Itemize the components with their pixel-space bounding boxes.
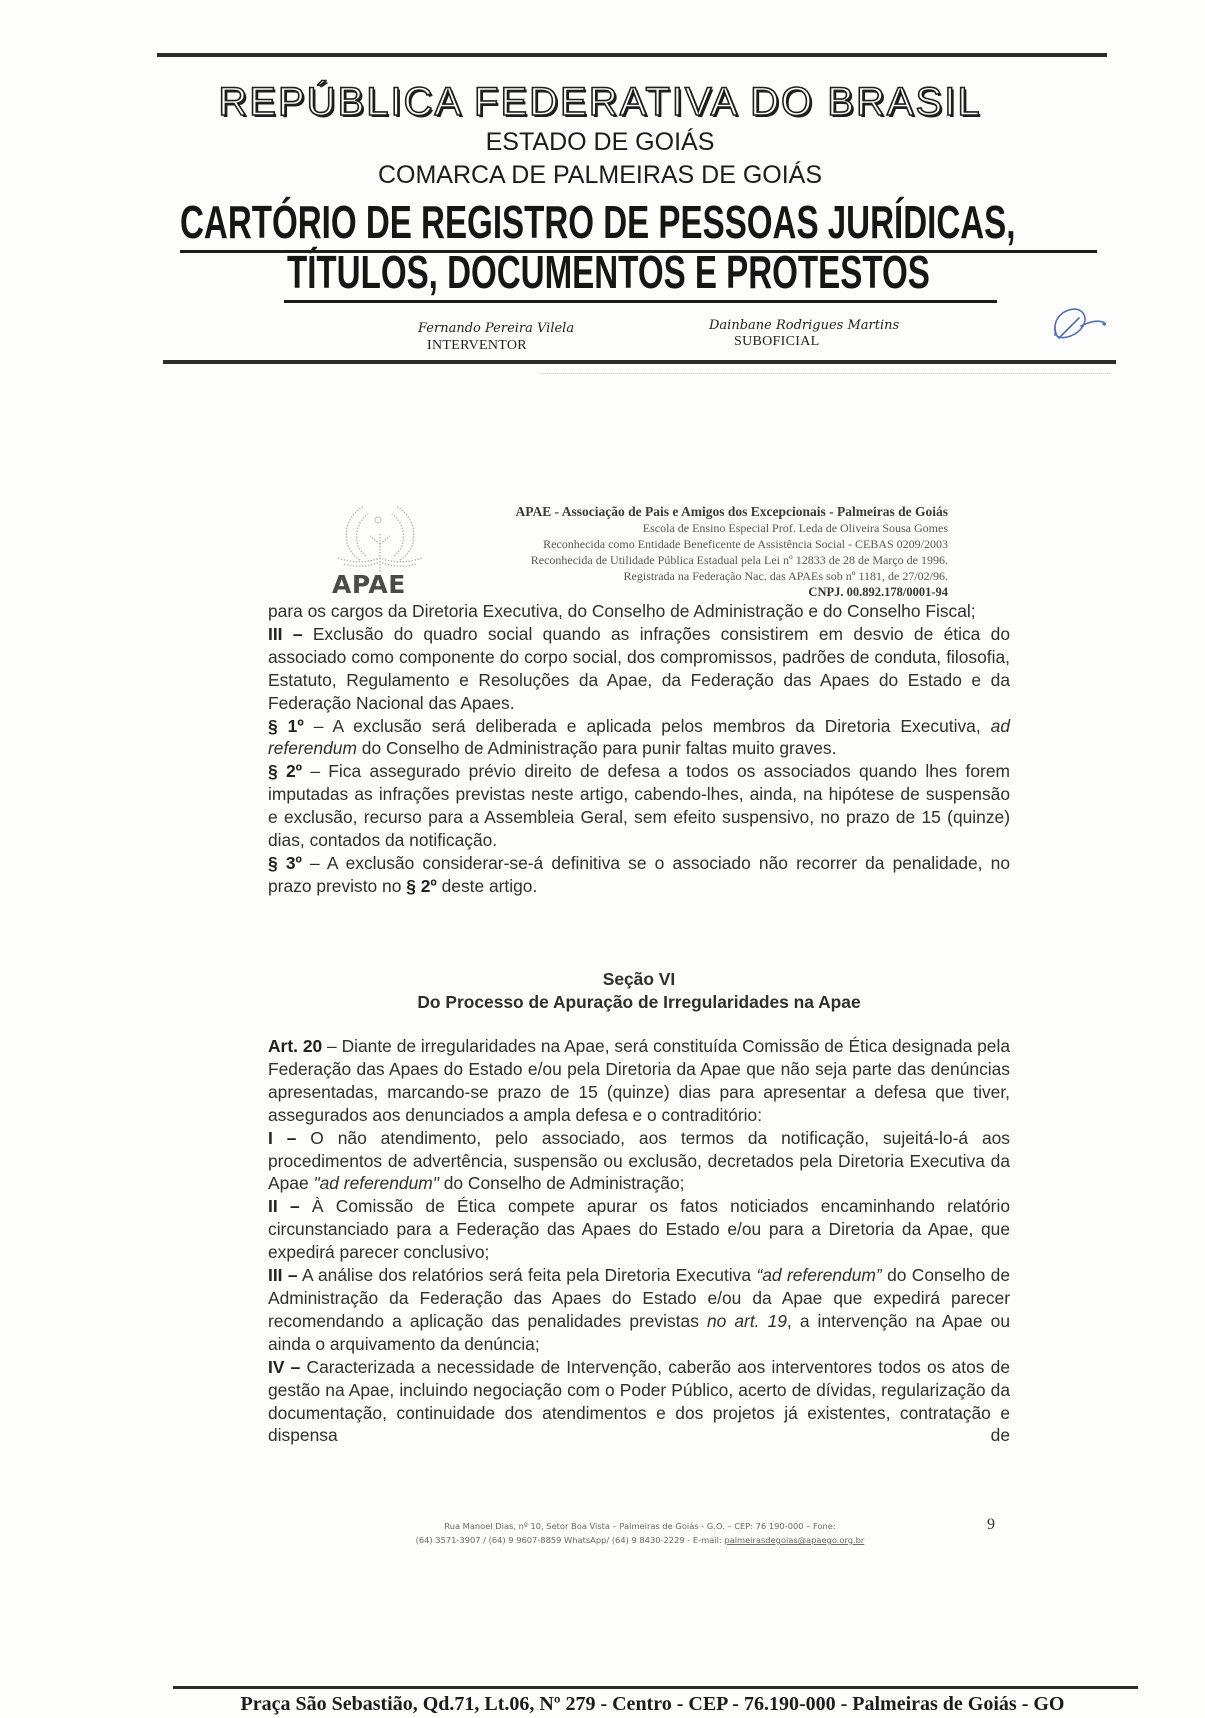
item-i xyxy=(268,1127,1010,1196)
handwritten-signature-icon xyxy=(1045,300,1115,350)
item-text: do Conselho de Administração da Federação das Apaes do Estado e/ou da Apae que expedirá parecer recomendando a aplicação das penalidades previstas xyxy=(268,1265,1010,1331)
paragraph-3 xyxy=(268,852,1010,898)
state-title: ESTADO DE GOIÁS xyxy=(485,128,715,156)
apae-footer-address: Rua Manoel Dias, nº 10, Setor Boa Vista – Palmeiras de Goiás - G.O. – CEP: 76 190-000 – Fone: xyxy=(444,1521,836,1531)
item-label: III – xyxy=(268,623,303,644)
scan-artifact-line xyxy=(540,373,1110,375)
paragraph-1 xyxy=(268,715,1010,761)
apae-school: Escola de Ensino Especial Prof. Leda de Oliveira Sousa Gomes xyxy=(642,521,948,535)
item-ii xyxy=(268,1195,1010,1264)
suboficial-role: SUBOFICIAL xyxy=(734,334,820,349)
apae-footer-contacts xyxy=(360,1535,920,1545)
item-iii-exclusion xyxy=(268,623,1010,715)
paragraph-continuation xyxy=(268,600,1010,623)
latin-term: ad referendum xyxy=(268,715,1010,759)
paragraph-label: § 2º xyxy=(268,761,303,782)
section-number: Seção VI xyxy=(602,969,676,989)
paragraph-label: § 3º xyxy=(268,852,302,873)
section-title: Do Processo de Apuração de Irregularidades na Apae xyxy=(417,992,861,1012)
registry-office-line-2: TÍTULOS, DOCUMENTOS E PROTESTOS xyxy=(287,246,930,298)
registry-office-address: Praça São Sebastião, Qd.71, Lt.06, Nº 279 - Centro - CEP - 76.190-000 - Palmeiras de Goiás - GO xyxy=(240,1693,1065,1715)
latin-term: "ad referendum" xyxy=(313,1173,439,1194)
article-20 xyxy=(268,1035,1010,1127)
article-reference: no art. 19 xyxy=(706,1310,787,1331)
item-iii xyxy=(268,1264,1010,1356)
item-label: IV – xyxy=(268,1356,301,1377)
paragraph-text: – A exclusão será deliberada e aplicada pelos membros da Diretoria Executiva, xyxy=(303,715,991,736)
item-label: III – xyxy=(268,1265,298,1286)
item-text: Exclusão do quadro social quando as infrações consistirem em desvio de ética do associado como componente do corpo social, dos compromissos, padrões de conduta, filosofia, Estatuto, Regulamento e Resoluções da Apae, da Federação das Apaes do Estado e da Federação Nacional das Apaes. xyxy=(268,623,1010,713)
item-iv xyxy=(268,1356,1010,1448)
paragraph-text: – Fica assegurado prévio direito de defesa a todos os associados quando lhes forem imputadas as infrações previstas neste artigo, cabendo-lhes, ainda, na hipótese de suspensão e exclusão, recurso para a Assembleia Geral, sem efeito suspensivo, no prazo de 15 (quinze) dias, contados da notificação. xyxy=(268,761,1010,851)
apae-name: APAE - Associação de Pais e Amigos dos Excepcionais - Palmeiras de Goiás xyxy=(515,504,948,519)
apae-federation-registration: Registrada na Federação Nac. das APAEs sob nº 1181, de 27/02/96. xyxy=(623,569,948,583)
paragraph-text: para os cargos da Diretoria Executiva, do Conselho de Administração e do Conselho Fiscal; xyxy=(268,601,976,621)
item-text: , a intervenção na Apae ou ainda o arquivamento da denúncia; xyxy=(268,1310,1010,1354)
latin-term: “ad referendum” xyxy=(756,1265,882,1286)
body-block-2 xyxy=(268,1035,1010,1447)
item-text: do Conselho de Administração; xyxy=(438,1173,685,1194)
page-number: 9 xyxy=(987,1516,995,1533)
apae-public-utility: Reconhecida de Utilidade Pública Estadual pela Lei nº 12833 de 28 de Março de 1996. xyxy=(530,553,948,567)
country-title: REPÚBLICA FEDERATIVA DO BRASIL xyxy=(218,80,982,124)
paragraph-text: deste artigo. xyxy=(436,875,538,896)
item-text: À Comissão de Ética compete apurar os fatos noticiados encaminhando relatório circunstanciado para a Federação das Apaes do Estado e/ou para a Diretoria da Apae, que expedirá parecer conclusivo; xyxy=(268,1196,1010,1263)
article-text: – Diante de irregularidades na Apae, será constituída Comissão de Ética designada pela Federação das Apaes do Estado e/ou pela Diretoria da Apae que não seja parte das denúncias apresentadas, marcando-se prazo de 15 (quinze) dias para apresentar a defesa que tiver, assegurados aos denunciados a ampla defesa e o contraditório: xyxy=(268,1036,1010,1125)
paragraph-text: – A exclusão considerar-se-á definitiva se o associado não recorrer da penalidade, no prazo previsto no xyxy=(268,852,1010,896)
body-block-1 xyxy=(268,600,1010,898)
paragraph-2 xyxy=(268,760,1010,852)
item-label: II – xyxy=(268,1196,300,1217)
footer-rule xyxy=(173,1686,1138,1689)
header-bottom-rule xyxy=(163,360,1116,364)
registry-office-line-1: CARTÓRIO DE REGISTRO DE PESSOAS JURÍDICAS, xyxy=(180,196,1016,248)
item-text: Caracterizada a necessidade de Intervenção, caberão aos interventores todos os atos de gestão na Apae, incluindo negociação com o Poder Público, acerto de dívidas, regularização da documentação, continuidade dos atendimentos e dos projetos já existentes, contratação e dispensa de xyxy=(268,1356,1010,1446)
item-text: A análise dos relatórios será feita pela Diretoria Executiva xyxy=(297,1265,757,1286)
apae-footer-email-link[interactable]: palmeirasdegoias@apaego.org.br xyxy=(724,1535,865,1545)
apae-cnpj: CNPJ. 00.892.178/0001-94 xyxy=(808,585,948,599)
registry-office-underline-2 xyxy=(284,300,997,303)
comarca-title: COMARCA DE PALMEIRAS DE GOIÁS xyxy=(377,161,823,189)
header-top-rule xyxy=(157,53,1107,57)
apae-footer-phones: (64) 3571-3907 / (64) 9 9607-8859 WhatsApp/ (64) 9 8430-2229 - E-mail: xyxy=(415,1535,725,1545)
interventor-name: Fernando Pereira Vilela xyxy=(418,321,575,336)
suboficial-name: Dainbane Rodrigues Martins xyxy=(709,318,900,333)
apae-cebas: Reconhecida como Entidade Beneficente de Assistência Social - CEBAS 0209/2003 xyxy=(543,537,948,551)
paragraph-label: § 1º xyxy=(268,715,304,736)
item-label: I – xyxy=(268,1127,297,1148)
paragraph-reference: § 2º xyxy=(406,875,437,896)
paragraph-text: do Conselho de Administração para punir faltas muito graves. xyxy=(356,738,837,759)
apae-logo-text: APAE xyxy=(332,570,406,599)
article-label: Art. 20 xyxy=(268,1036,323,1056)
item-text: O não atendimento, pelo associado, aos termos da notificação, sujeitá-lo-á aos procedimentos de advertência, suspensão ou exclusão, decretados pela Diretoria Executiva da Apae xyxy=(268,1127,1010,1194)
interventor-role: INTERVENTOR xyxy=(427,338,527,353)
